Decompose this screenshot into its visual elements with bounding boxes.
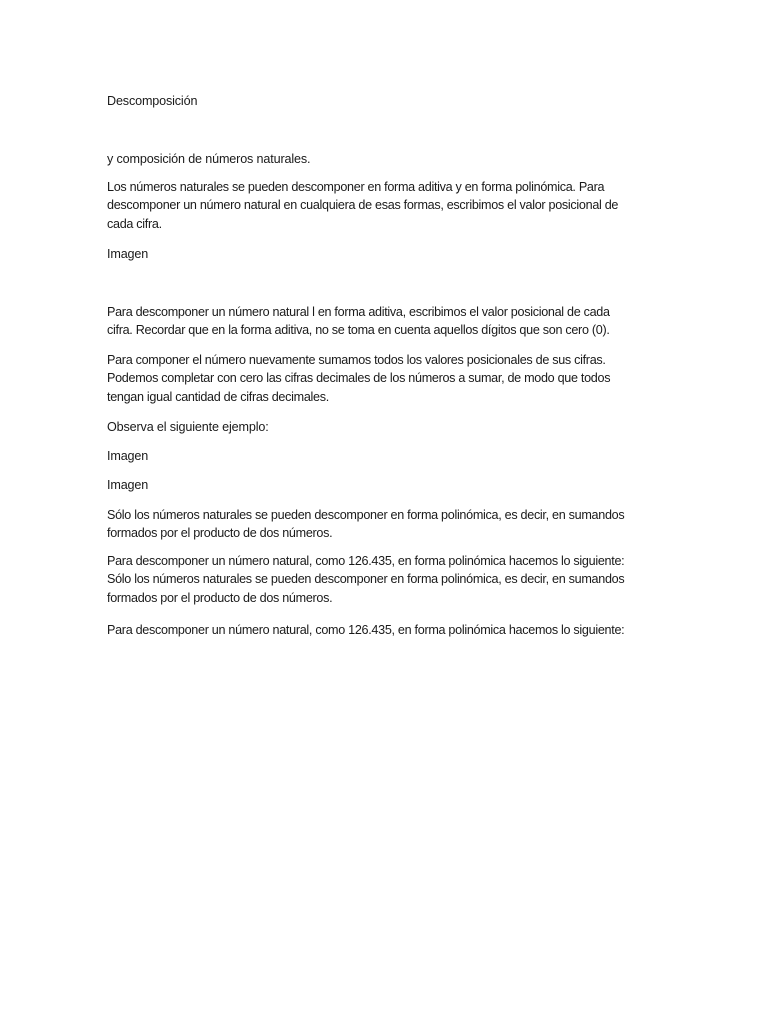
image-placeholder-2: Imagen bbox=[107, 449, 149, 463]
paragraph-intro: Los números naturales se pueden descomponer en forma aditiva y en forma polinómica. Para descomponer un número natural en cualquiera de esas formas, escribimos el valor posicional de cada cifra. bbox=[107, 180, 619, 231]
paragraph-polynomial: Sólo los números naturales se pueden descomponer en forma polinómica, es decir, en sumandos formados por el producto de dos números. bbox=[107, 508, 625, 541]
document-subtitle: y composición de números naturales. bbox=[107, 152, 311, 166]
image-placeholder-3: Imagen bbox=[107, 478, 149, 492]
paragraph-additive: Para descomponer un número natural l en forma aditiva, escribimos el valor posicional de cada cifra. Recordar que en la forma aditiva, no se toma en cuenta aquellos dígitos que son cero (0). bbox=[107, 305, 610, 338]
paragraph-polynomial-final: Para descomponer un número natural, como 126.435, en forma polinómica hacemos lo siguiente: bbox=[107, 623, 625, 637]
document-title: Descomposición bbox=[107, 94, 198, 108]
paragraph-example-intro: Observa el siguiente ejemplo: bbox=[107, 420, 269, 434]
paragraph-compose: Para componer el número nuevamente sumamos todos los valores posicionales de sus cifras. Podemos completar con cero las cifras decimales de los números a sumar, de modo que todos tengan igual cantidad de cifras decimales. bbox=[107, 353, 611, 404]
paragraph-polynomial-example: Para descomponer un número natural, como 126.435, en forma polinómica hacemos lo siguiente: Sólo los números naturales se pueden descomponer en forma polinómica, es decir, en sumandos formados por el producto de dos números. bbox=[107, 554, 625, 605]
image-placeholder-1: Imagen bbox=[107, 247, 149, 261]
